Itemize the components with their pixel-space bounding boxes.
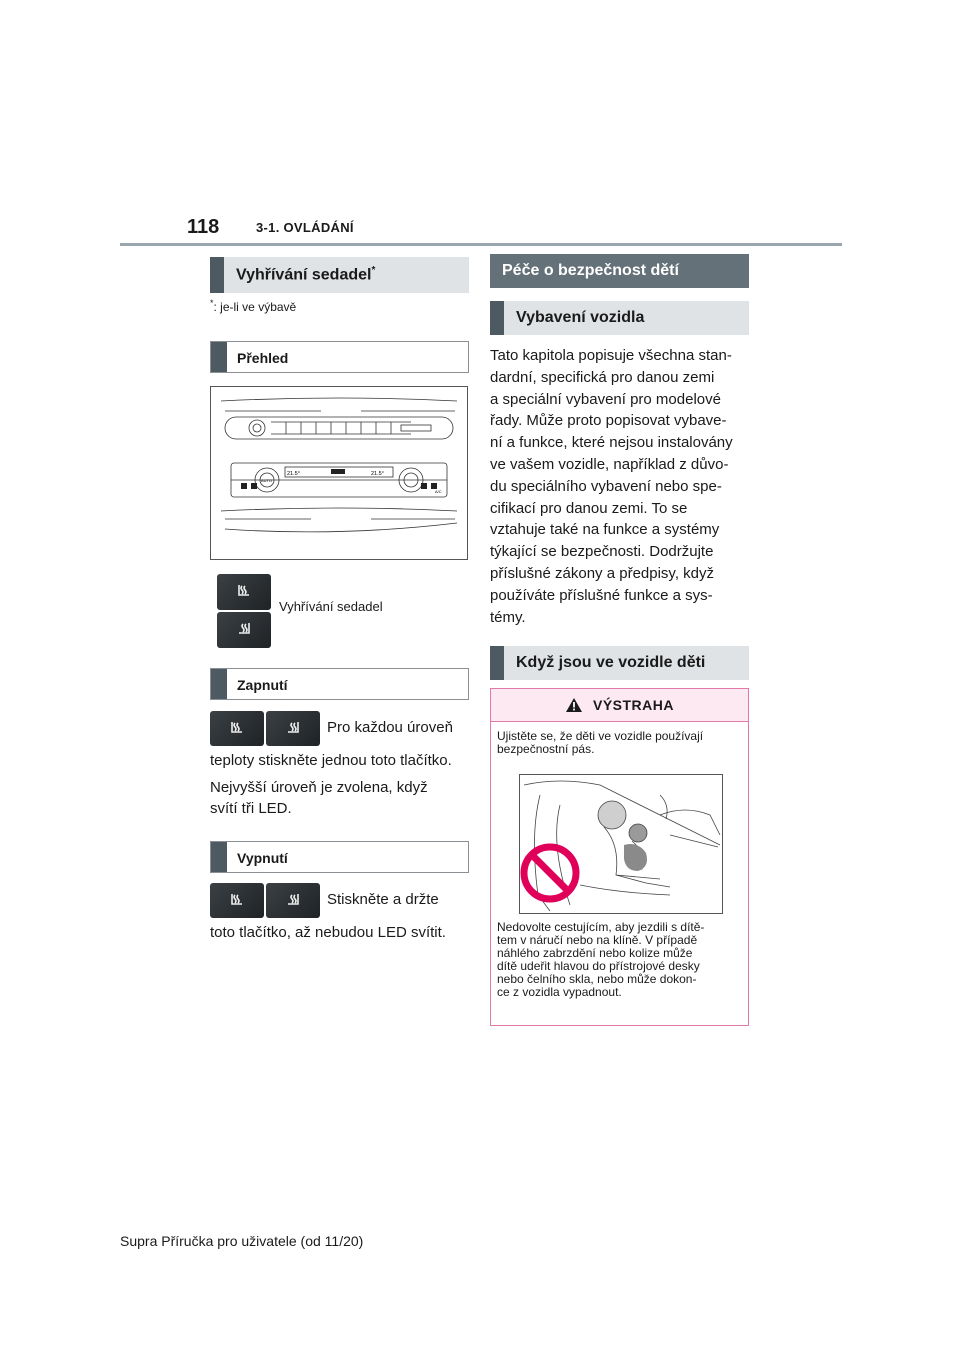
seat-heat-icon (282, 719, 304, 739)
on-text: Nejvyšší úroveň je zvolena, když (210, 779, 428, 796)
section-tab (210, 257, 224, 293)
children-title: Když jsou ve vozidle děti (516, 654, 706, 671)
warning-box (490, 688, 749, 1026)
section-header-child-safety (490, 254, 749, 288)
seat-heat-button-icon (210, 711, 264, 746)
seat-heat-button-icon (217, 612, 271, 648)
prohibition-icon (524, 847, 576, 899)
page-number: 118 (187, 216, 220, 238)
section-title: Vyhřívání sedadel* (236, 265, 376, 284)
overview-title: Přehled (237, 350, 289, 366)
section-header-seat-heating (210, 257, 469, 293)
climate-console-illustration (210, 386, 468, 560)
warning-triangle-icon (565, 697, 583, 713)
footer-text: Supra Příručka pro uživatele (od 11/20) (120, 1233, 364, 1249)
seat-heat-button-icon (266, 711, 320, 746)
seat-heat-icon (282, 891, 304, 911)
console-ac-label: A/C (435, 489, 442, 494)
console-drawing (211, 387, 467, 559)
footnote: *: je-li ve výbavě (210, 298, 297, 314)
seat-heat-icon (226, 891, 248, 911)
seat-heat-icon (233, 582, 255, 602)
on-text: teploty stiskněte jednou toto tlačítko. (210, 752, 452, 769)
console-temp-right: 21.5° (371, 471, 384, 477)
header-divider (120, 243, 842, 246)
section-header-vehicle-equipment (490, 301, 749, 335)
seat-heat-button-icon (217, 574, 271, 610)
section-title: Péče o bezpečnost dětí (502, 262, 679, 279)
seat-heat-button-icon (210, 883, 264, 918)
warning-text-top: Ujistěte se, že děti ve vozidle používají bezpečnostní pás. (497, 729, 704, 756)
off-text: Stiskněte a držte (327, 891, 439, 908)
subheader-off (210, 841, 469, 873)
vehicle-paragraph: Tato kapitola popisuje všechna stan- dardní, specifická pro danou zemi a speciální vybavení pro modelové řady. Může proto popisovat vybave- ní a funkce, které nejsou instalovány ve vašem vozidle, například z důvo- du speciálního vybavení nebo spe- cifikací pro danou zemi. To se vztahuje také na funkce a systémy týkající se bezpečnosti. Dodržujte příslušné zákony a předpisy, když používáte příslušné funkce a sys- témy. (490, 347, 733, 626)
warning-header (491, 689, 748, 722)
warning-text-bottom: Nedovolte cestujícím, aby jezdili s dítě- tem v náručí nebo na klíně. V případě náhlého zabrzdění nebo kolize může dítě udeřit hlavou do přístrojové desky nebo čelního skla, nebo může dokon- ce z vozidla vypadnout. (497, 920, 705, 999)
on-text: svítí tři LED. (210, 800, 292, 817)
console-auto-label: AUTO (261, 478, 273, 483)
on-title: Zapnutí (237, 677, 288, 693)
vehicle-title: Vybavení vozidla (516, 309, 645, 326)
section-header-children-in-vehicle (490, 646, 749, 680)
subheader-overview (210, 341, 469, 373)
on-text: Pro každou úroveň (327, 719, 453, 736)
child-on-lap-illustration (519, 774, 723, 914)
console-temp-left: 21.5° (287, 471, 300, 477)
seat-heat-icon (226, 719, 248, 739)
seat-heat-icon (233, 620, 255, 640)
chapter-title: 3-1. OVLÁDÁNÍ (256, 220, 354, 235)
child-on-lap-drawing (520, 775, 722, 913)
off-text: toto tlačítko, až nebudou LED svítit. (210, 924, 446, 941)
warning-title: VÝSTRAHA (592, 697, 674, 713)
subheader-on (210, 668, 469, 700)
seat-heating-caption: Vyhřívání sedadel (279, 599, 383, 614)
off-title: Vypnutí (237, 850, 288, 866)
seat-heat-button-icon (266, 883, 320, 918)
